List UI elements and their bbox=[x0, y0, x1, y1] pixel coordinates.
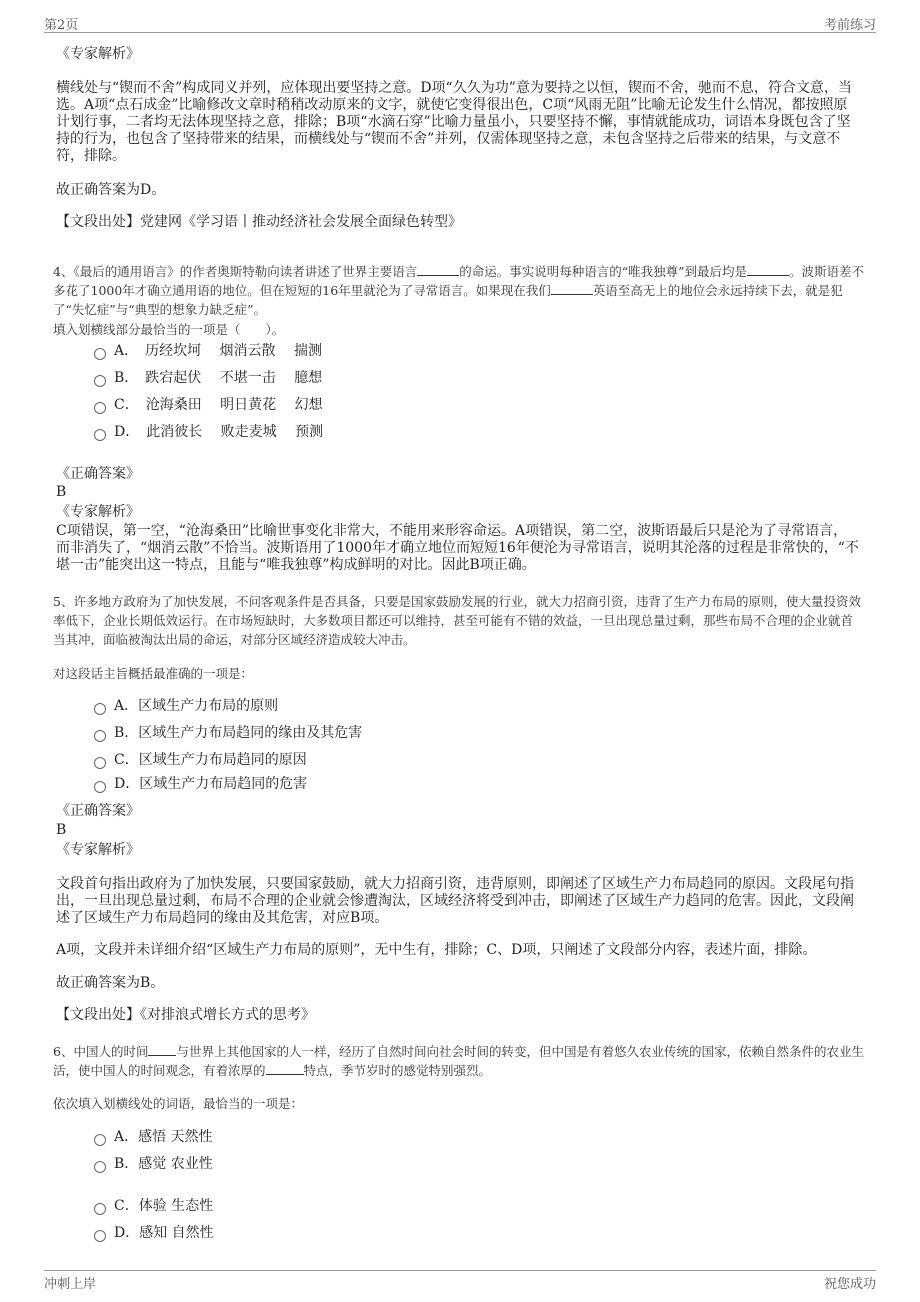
radio-icon[interactable] bbox=[94, 1134, 106, 1146]
q5-option-c[interactable]: C．区域生产力布局趋同的原因 bbox=[94, 751, 307, 769]
q6-option-d[interactable]: D．感知 自然性 bbox=[94, 1224, 214, 1242]
q3-source: 【文段出处】党建网《学习语丨推动经济社会发展全面绿色转型》 bbox=[56, 214, 462, 230]
footer-right-text: 祝您成功 bbox=[823, 1277, 876, 1292]
footer-left-text: 冲刺上岸 bbox=[44, 1277, 97, 1292]
q4-analysis-text: C项错误，第一空，“沧海桑田”比喻世事变化非常大，不能用来形容命运。A项错误，第二空，波斯语最后只是沦为了寻常语言，而非消失了，“烟消云散”不恰当。波斯语用了1000年才确立地位而短短16年便沦为寻常语言，说明其沦落的过程是非常快的，“不堪一击”能突出这一特点，且能与“唯我独尊”构成鲜明的对比。因此B项正确。 bbox=[56, 523, 859, 573]
q4-stem: 4、《最后的通用语言》的作者奥斯特勒向读者讲述了世界主要语言 的命运。事实说明每种语言的“唯我独尊”到最后均是 。波斯语差不多花了1000年才确立通用语的地位。但在短短的16年里就沦为了寻常语言。如果现在我们 英语至高无上的地位会永远持续下去，就是犯了“失忆症”与“典型的想象力缺乏症”。 bbox=[53, 264, 865, 317]
radio-icon[interactable] bbox=[94, 1230, 106, 1242]
q3-analysis-text: 横线处与“锲而不舍”构成同义并列，应体现出要坚持之意。D项“久久为功”意为要持之以恒，锲而不舍，驰而不息，符合文意，当选。A项“点石成金”比喻修改文章时稍稍改动原来的文字，就使它变得很出色，C项“风雨无阻”比喻无论发生什么情况，都按照原计划行事，二者均无法体现坚持之意，排除；B项“水滴石穿”比喻力量虽小，只要坚持不懈，事情就能成功，词语本身既包含了坚持的行为，也包含了坚持带来的结果，而横线处与“锲而不舍”并列，仅需体现坚持之意，未包含坚持之后带来的结果，与文意不符，排除。 bbox=[56, 80, 852, 164]
radio-icon[interactable] bbox=[94, 402, 106, 414]
blank bbox=[417, 275, 459, 276]
q4-prompt: 填入划横线部分最恰当的一项是（ ）。 bbox=[53, 322, 285, 337]
q3-conclusion: 故正确答案为D。 bbox=[56, 182, 166, 198]
q4-answer-title: 《正确答案》 bbox=[56, 466, 140, 482]
q5-option-d[interactable]: D．区域生产力布局趋同的危害 bbox=[94, 775, 307, 793]
q5-answer-title: 《正确答案》 bbox=[56, 803, 140, 819]
page-header bbox=[44, 14, 876, 33]
q5-stem: 5、许多地方政府为了加快发展，不问客观条件是否具备，只要是国家鼓励发展的行业，就大力招商引资，违背了生产力布局的原则，使大量投资效率低下，企业长期低效运行。在市场短缺时，大多数项目都还可以维持，甚至可能有不错的效益，一旦出现总量过剩，那些布局不合理的企业就首当其冲，面临被淘汰出局的命运，对部分区域经济造成较大冲击。 bbox=[53, 594, 861, 647]
q5-option-a[interactable]: A．区域生产力布局的原则 bbox=[94, 697, 278, 715]
radio-icon[interactable] bbox=[94, 375, 106, 387]
q6-option-a[interactable]: A．感悟 天然性 bbox=[94, 1128, 213, 1146]
q4-option-c[interactable]: C． 沧海桑田 明日黄花 幻想 bbox=[94, 396, 323, 414]
q4-option-b[interactable]: B． 跌宕起伏 不堪一击 臆想 bbox=[94, 369, 322, 387]
radio-icon[interactable] bbox=[94, 730, 106, 742]
q6-stem: 6、中国人的时间 与世界上其他国家的人一样，经历了自然时间向社会时间的转变，但中国是有着悠久农业传统的国家，依赖自然条件的农业生活，使中国人的时间观念，有着浓厚的 特点，季节岁时的感觉特别强烈。 bbox=[53, 1044, 864, 1078]
q5-analysis-title: 《专家解析》 bbox=[56, 842, 140, 858]
radio-icon[interactable] bbox=[94, 348, 106, 360]
q6-option-c[interactable]: C．体验 生态性 bbox=[94, 1197, 213, 1215]
q5-conclusion: 故正确答案为B。 bbox=[56, 975, 165, 991]
blank bbox=[551, 294, 593, 295]
q4-option-d[interactable]: D． 此消彼长 败走麦城 预测 bbox=[94, 423, 323, 441]
radio-icon[interactable] bbox=[94, 703, 106, 715]
page-footer bbox=[44, 1270, 876, 1292]
radio-icon[interactable] bbox=[94, 781, 106, 793]
q6-prompt: 依次填入划横线处的词语，最恰当的一项是： bbox=[53, 1096, 304, 1111]
q4-option-a[interactable]: A． 历经坎坷 烟消云散 揣测 bbox=[94, 342, 322, 360]
q4-analysis-title: 《专家解析》 bbox=[56, 504, 140, 520]
q5-analysis-text: 文段首句指出政府为了加快发展，只要国家鼓励，就大力招商引资，违背原则，即阐述了区域生产力布局趋同的原因。文段尾句指出，一旦出现总量过剩，布局不合理的企业就会惨遭淘汰，区域经济将受到冲击，即阐述了区域生产力趋同的危害。因此，文段阐述了区域生产力布局趋同的缘由及其危害，对应B项。 bbox=[56, 876, 854, 926]
radio-icon[interactable] bbox=[94, 757, 106, 769]
q5-option-b[interactable]: B．区域生产力布局趋同的缘由及其危害 bbox=[94, 724, 362, 742]
q5-source: 【文段出处】《对排浪式增长方式的思考》 bbox=[56, 1007, 315, 1023]
q3-analysis-title: 《专家解析》 bbox=[56, 46, 140, 62]
blank bbox=[266, 1074, 304, 1075]
blank bbox=[747, 275, 789, 276]
radio-icon[interactable] bbox=[94, 429, 106, 441]
q4-answer: B bbox=[56, 484, 67, 500]
q5-prompt: 对这段话主旨概括最准确的一项是： bbox=[53, 666, 254, 681]
q5-analysis-text2: A项，文段并未详细介绍“区域生产力布局的原则”，无中生有，排除；C、D项，只阐述了文段部分内容，表述片面，排除。 bbox=[56, 942, 817, 958]
header-title: 考前练习 bbox=[823, 18, 876, 33]
page-number: 第2页 bbox=[44, 18, 79, 33]
q5-answer: B bbox=[56, 822, 67, 838]
blank bbox=[148, 1055, 176, 1056]
q6-option-b[interactable]: B．感觉 农业性 bbox=[94, 1155, 213, 1173]
radio-icon[interactable] bbox=[94, 1161, 106, 1173]
radio-icon[interactable] bbox=[94, 1203, 106, 1215]
